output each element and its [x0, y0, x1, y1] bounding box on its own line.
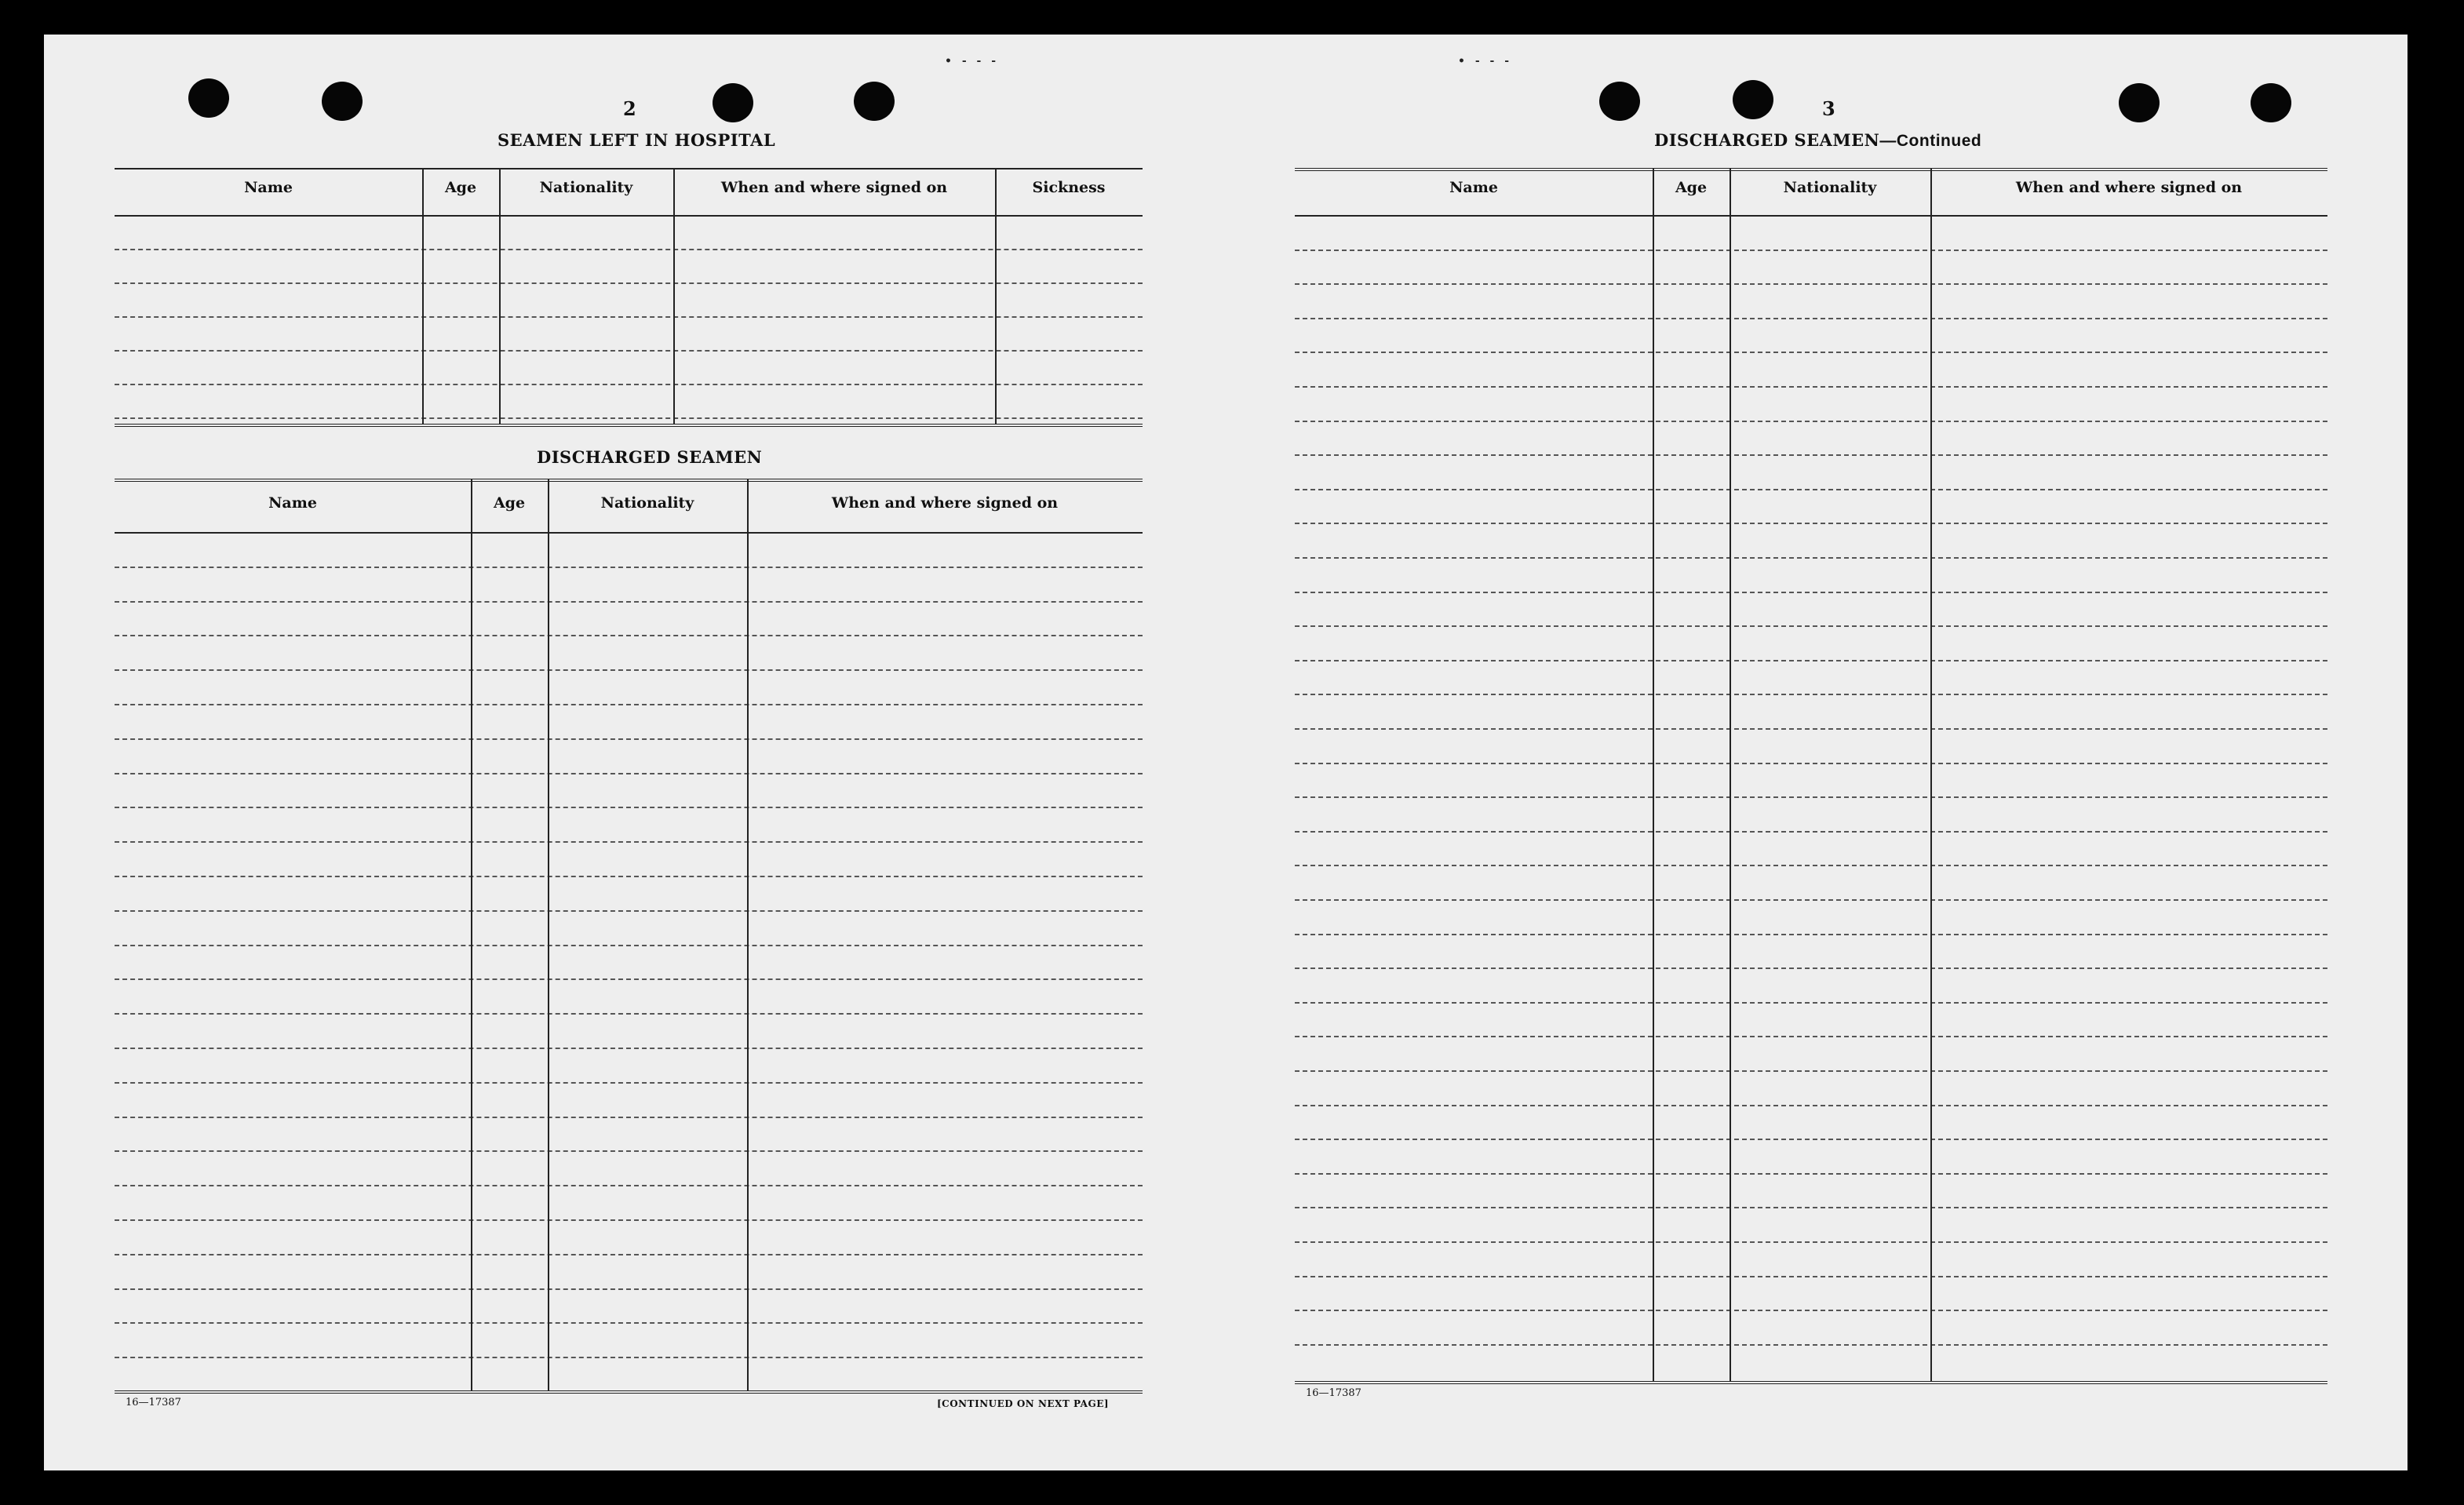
column-header: Name	[244, 179, 293, 196]
section-title-main: DISCHARGED SEAMEN	[1654, 130, 1880, 150]
table-row-line	[1295, 1173, 2327, 1175]
section-title-discharged-continued	[1654, 130, 1981, 151]
column-divider	[548, 479, 549, 1390]
table-bottom-rule	[115, 1390, 1143, 1395]
table-row-line	[115, 1322, 1143, 1324]
punch-hole	[713, 83, 753, 122]
column-header: When and where signed on	[831, 494, 1059, 512]
column-divider	[995, 168, 997, 424]
table-row-line	[1295, 865, 2327, 866]
table-row-line	[115, 1185, 1143, 1186]
column-header: Name	[268, 494, 317, 512]
column-divider	[1930, 168, 1932, 1381]
table-row-line	[1295, 283, 2327, 285]
table-row-line	[115, 1013, 1143, 1015]
table-row-line	[115, 978, 1143, 980]
section-title-discharged: DISCHARGED SEAMEN	[537, 447, 763, 467]
column-header: Age	[1675, 179, 1708, 196]
column-header: Nationality	[539, 179, 633, 196]
table-row-line	[1295, 796, 2327, 798]
table-row-line	[1295, 899, 2327, 901]
column-divider	[747, 479, 749, 1390]
column-header: When and where signed on	[720, 179, 948, 196]
table-row-line	[115, 249, 1143, 250]
table-row-line	[115, 669, 1143, 671]
table-row-line	[1295, 660, 2327, 661]
table-row-line	[115, 384, 1143, 385]
table-row-line	[1295, 694, 2327, 695]
table-row-line	[115, 1082, 1143, 1084]
table-row-line	[1295, 1070, 2327, 1072]
column-header: Nationality	[600, 494, 694, 512]
table-row-line	[115, 567, 1143, 568]
punch-hole	[322, 82, 363, 121]
table-top-rule	[115, 168, 1143, 169]
table-header-rule	[115, 215, 1143, 217]
table-row-line	[115, 1254, 1143, 1255]
top-mark: • - - -	[1458, 55, 1513, 67]
table-row-line	[115, 1048, 1143, 1049]
punch-hole	[2119, 83, 2160, 122]
table-row-line	[1295, 831, 2327, 833]
table-row-line	[115, 945, 1143, 946]
section-title-suffix: —Continued	[1879, 132, 1982, 150]
column-header: Age	[493, 494, 526, 512]
form-code: 16—17387	[1306, 1387, 1361, 1399]
table-row-line	[115, 635, 1143, 636]
table-row-line	[1295, 489, 2327, 490]
page-number: 3	[1822, 97, 1835, 120]
table-row-line	[1295, 523, 2327, 524]
table-top-rule	[115, 479, 1143, 483]
table-row-line	[1295, 318, 2327, 319]
table-row-line	[1295, 250, 2327, 251]
table-row-line	[1295, 352, 2327, 353]
table-row-line	[1295, 728, 2327, 730]
top-mark: • - - -	[945, 55, 1000, 67]
table-row-line	[115, 910, 1143, 912]
table-row-line	[1295, 763, 2327, 764]
table-row-line	[115, 316, 1143, 318]
continued-note: [CONTINUED ON NEXT PAGE]	[937, 1398, 1110, 1409]
page-number: 2	[623, 97, 636, 120]
table-row-line	[1295, 968, 2327, 969]
table-row-line	[115, 773, 1143, 774]
punch-hole	[1599, 82, 1640, 121]
table-row-line	[115, 1219, 1143, 1221]
table-bottom-rule	[1295, 1381, 2327, 1386]
table-row-line	[115, 282, 1143, 284]
table-row-line	[115, 1357, 1143, 1358]
table-row-line	[1295, 421, 2327, 422]
table-row-line	[1295, 934, 2327, 935]
table-row-line	[1295, 1276, 2327, 1277]
section-title-hospital: SEAMEN LEFT IN HOSPITAL	[498, 130, 776, 150]
punch-hole	[188, 78, 229, 118]
table-row-line	[115, 807, 1143, 808]
table-row-line	[1295, 625, 2327, 627]
table-header-rule	[115, 532, 1143, 534]
table-row-line	[1295, 592, 2327, 593]
column-divider	[1730, 168, 1731, 1381]
table-row-line	[1295, 1207, 2327, 1208]
table-row-line	[115, 350, 1143, 352]
table-row-line	[115, 876, 1143, 877]
punch-hole	[1733, 80, 1773, 119]
table-row-line	[115, 1150, 1143, 1152]
table-row-line	[1295, 1105, 2327, 1106]
column-divider	[1653, 168, 1654, 1381]
table-top-rule	[1295, 168, 2327, 173]
table-row-line	[1295, 454, 2327, 456]
table-row-line	[1295, 1344, 2327, 1346]
column-divider	[499, 168, 501, 424]
column-header: When and where signed on	[2015, 179, 2243, 196]
table-row-line	[115, 1288, 1143, 1290]
column-header: Nationality	[1783, 179, 1877, 196]
punch-hole	[2251, 83, 2291, 122]
column-header: Age	[444, 179, 477, 196]
table-bottom-rule	[115, 424, 1143, 428]
table-row-line	[115, 601, 1143, 603]
table-row-line	[1295, 1139, 2327, 1140]
table-header-rule	[1295, 215, 2327, 217]
table-row-line	[115, 417, 1143, 419]
column-divider	[471, 479, 472, 1390]
table-row-line	[1295, 557, 2327, 559]
table-row-line	[1295, 1310, 2327, 1311]
column-divider	[673, 168, 675, 424]
form-code: 16—17387	[126, 1397, 181, 1408]
table-row-line	[1295, 1241, 2327, 1243]
table-row-line	[1295, 1002, 2327, 1004]
table-row-line	[115, 704, 1143, 705]
table-row-line	[1295, 386, 2327, 388]
punch-hole	[854, 82, 895, 121]
table-row-line	[115, 841, 1143, 843]
table-row-line	[1295, 1036, 2327, 1037]
table-row-line	[115, 1117, 1143, 1118]
column-header: Name	[1449, 179, 1498, 196]
column-header: Sickness	[1032, 179, 1106, 196]
column-divider	[422, 168, 424, 424]
table-row-line	[115, 738, 1143, 740]
